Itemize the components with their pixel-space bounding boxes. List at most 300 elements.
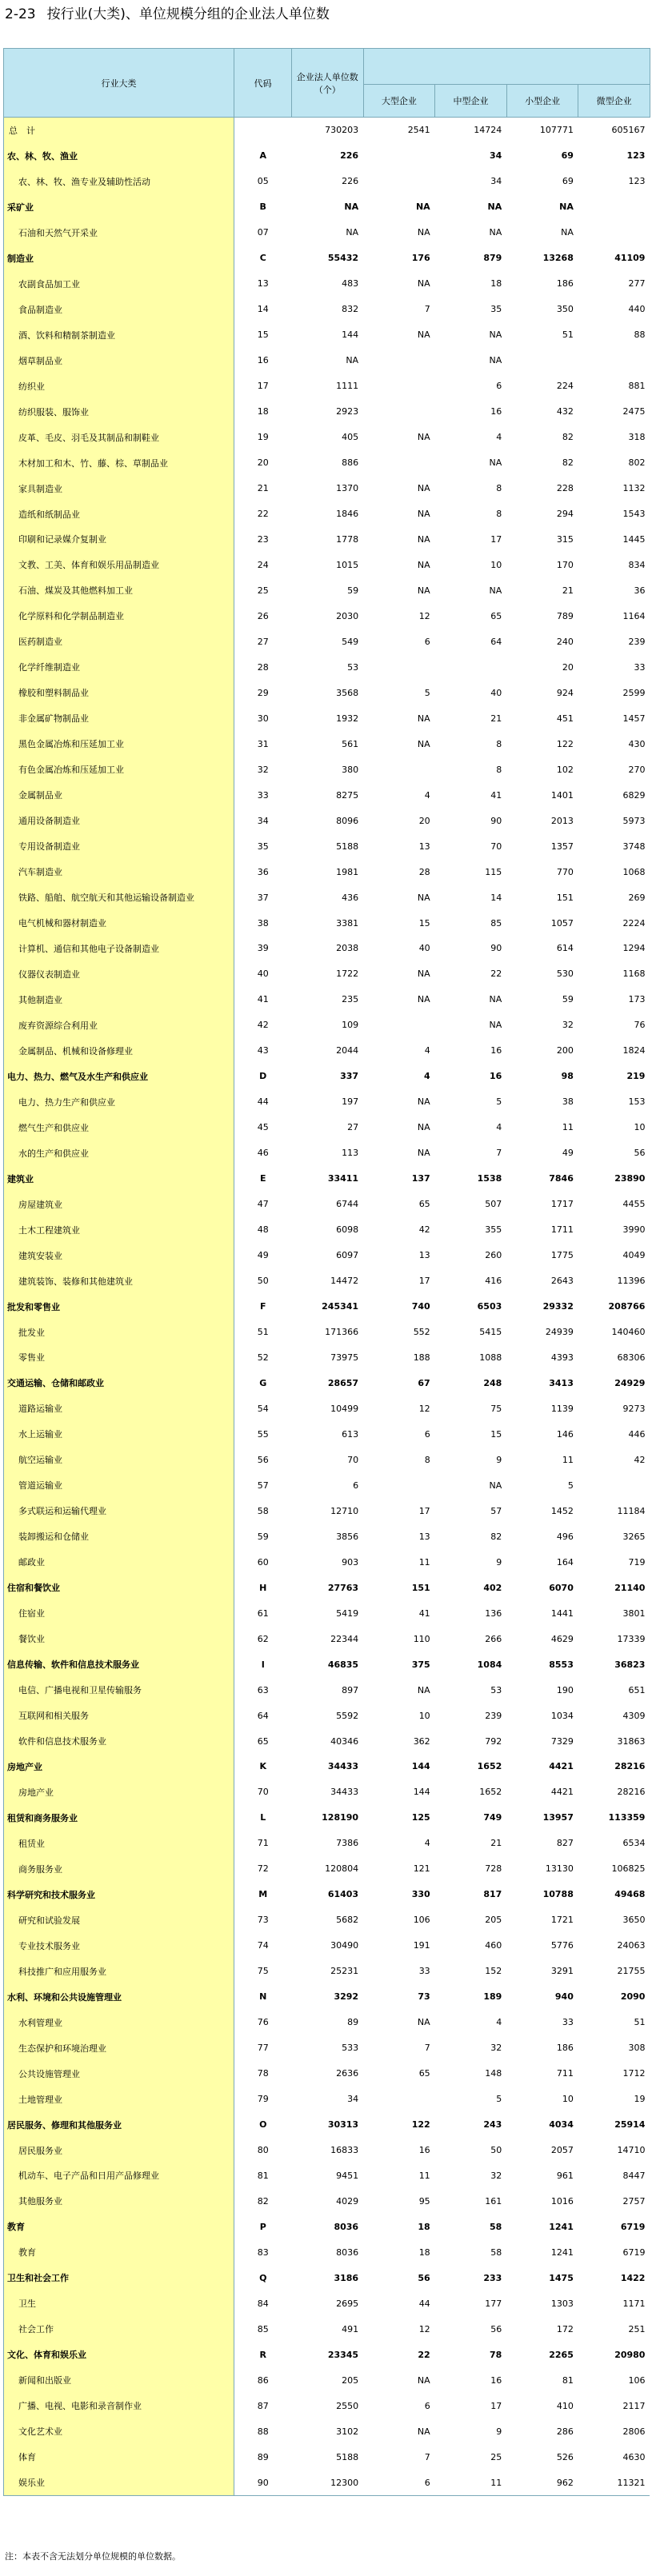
industry-name-cell: 汽车制造业 [4, 859, 234, 885]
micro-value-cell: 3801 [622, 1608, 646, 1619]
total-value-cell: 14472 [330, 1276, 359, 1287]
industry-name-cell: 计算机、通信和其他电子设备制造业 [4, 936, 234, 961]
medium-value-cell: 35 [490, 304, 502, 315]
total-value-cell: 27 [347, 1122, 359, 1133]
table-row [4, 1984, 650, 2010]
industry-name-cell: 教育 [4, 2239, 234, 2265]
large-value-cell: NA [417, 1122, 430, 1133]
micro-value-cell: 11396 [617, 1276, 646, 1287]
industry-code-cell: R [259, 2349, 266, 2360]
table-row [4, 1038, 650, 1064]
total-value-cell: 897 [342, 1684, 359, 1695]
table-row [4, 1626, 650, 1651]
micro-value-cell: 8447 [622, 2170, 646, 2181]
micro-value-cell [578, 220, 650, 246]
large-value-cell [363, 348, 435, 373]
table-row [4, 2393, 650, 2418]
industry-name-cell: 其他制造业 [4, 987, 234, 1012]
total-value-cell: 128190 [322, 1812, 359, 1823]
small-value-cell: 924 [556, 687, 574, 698]
industry-name-cell: 居民服务、修理和其他服务业 [4, 2112, 234, 2138]
medium-value-cell: 161 [485, 2195, 502, 2207]
large-value-cell [363, 399, 435, 425]
industry-name-cell: 医药制造业 [4, 629, 234, 654]
table-row [4, 2290, 650, 2316]
table-row [4, 1600, 650, 1626]
industry-code-cell: 76 [257, 2017, 269, 2028]
large-value-cell: 73 [418, 1991, 430, 2003]
total-value-cell: 46835 [327, 1659, 359, 1670]
small-value-cell: 82 [562, 457, 574, 469]
industry-code-cell: 43 [257, 1045, 269, 1056]
small-value-cell: 59 [562, 994, 574, 1005]
medium-value-cell: 749 [483, 1812, 502, 1823]
total-value-cell: 5188 [336, 2451, 359, 2462]
industry-name-cell: 餐饮业 [4, 1626, 234, 1651]
industry-name-cell: 水上运输业 [4, 1421, 234, 1447]
small-value-cell: 451 [556, 713, 574, 724]
large-value-cell [363, 143, 435, 169]
industry-code-cell: 89 [257, 2451, 269, 2462]
large-value-cell: 11 [418, 2170, 430, 2181]
industry-code-cell: E [259, 1173, 266, 1184]
table-row [4, 603, 650, 629]
total-value-cell: 226 [342, 176, 359, 187]
large-value-cell: NA [417, 892, 430, 903]
industry-name-cell: 建筑安装业 [4, 1243, 234, 1268]
industry-name-cell: 印刷和记录媒介复制业 [4, 527, 234, 553]
table-row [4, 194, 650, 220]
large-value-cell: NA [415, 202, 430, 213]
total-value-cell: 197 [342, 1096, 359, 1108]
table-row [4, 1396, 650, 1421]
large-value-cell: 375 [411, 1659, 430, 1670]
table-row [4, 961, 650, 987]
table-row [4, 1805, 650, 1831]
medium-value-cell: 460 [485, 1940, 502, 1951]
table-row [4, 1728, 650, 1754]
header-total: 企业法人单位数（个） [292, 49, 364, 118]
industry-name-cell: 零售业 [4, 1345, 234, 1371]
micro-value-cell: 1543 [622, 509, 646, 520]
medium-value-cell: 16 [490, 406, 502, 417]
industry-name-cell: 房屋建筑业 [4, 1192, 234, 1217]
medium-value-cell: 64 [490, 636, 502, 647]
table-row [4, 169, 650, 194]
industry-code-cell: 16 [257, 355, 269, 366]
industry-name-cell: 燃气生产和供应业 [4, 1115, 234, 1140]
medium-value-cell: 1084 [477, 1659, 502, 1670]
table-row [4, 1268, 650, 1294]
micro-value-cell: 9273 [622, 1403, 646, 1414]
table-row [4, 1089, 650, 1115]
large-value-cell: 5 [424, 687, 430, 698]
micro-value-cell: 23890 [614, 1173, 646, 1184]
micro-value-cell: 3990 [622, 1224, 646, 1236]
micro-value-cell: 113359 [608, 1812, 646, 1823]
industry-code-cell: 85 [257, 2323, 269, 2334]
small-value-cell: 530 [556, 968, 574, 980]
large-value-cell: 4 [424, 1045, 430, 1056]
table-body [4, 118, 650, 2496]
table-row [4, 552, 650, 577]
total-value-cell: 120804 [325, 1863, 359, 1875]
large-value-cell: 22 [418, 2349, 430, 2360]
large-value-cell: NA [417, 713, 430, 724]
industry-name-cell: 电信、广播电视和卫星传输服务 [4, 1677, 234, 1703]
total-value-cell: 1370 [336, 483, 359, 494]
small-value-cell: 1452 [550, 1505, 574, 1516]
large-value-cell: NA [417, 278, 430, 290]
industry-code-cell: 55 [257, 1428, 269, 1440]
industry-name-cell: 皮革、毛皮、羽毛及其制品和制鞋业 [4, 425, 234, 450]
industry-code-cell: 51 [257, 1327, 269, 1338]
large-value-cell: 151 [411, 1582, 430, 1593]
table-row [4, 1012, 650, 1038]
table-row [4, 1779, 650, 1805]
table-header [4, 49, 650, 118]
micro-value-cell: 2599 [622, 687, 646, 698]
industry-name-cell: 农、林、牧、渔专业及辅助性活动 [4, 169, 234, 194]
total-value-cell: 337 [340, 1071, 359, 1082]
table-row [4, 1243, 650, 1268]
header-size-group [363, 49, 650, 85]
small-value-cell: 1241 [549, 2221, 574, 2232]
large-value-cell: NA [417, 2017, 430, 2028]
micro-value-cell: 440 [628, 304, 646, 315]
large-value-cell: 6 [363, 2470, 435, 2495]
industry-code-cell: 20 [257, 457, 269, 469]
medium-value-cell: 34 [490, 176, 502, 187]
large-value-cell [363, 757, 435, 782]
table-row [4, 425, 650, 450]
table-row [4, 2138, 650, 2163]
industry-code-cell: 07 [257, 227, 269, 238]
micro-value-cell: 1445 [622, 533, 646, 545]
small-value-cell: 770 [556, 866, 574, 877]
micro-value-cell: 6829 [622, 789, 646, 801]
micro-value-cell: 446 [628, 1428, 646, 1440]
medium-value-cell: 85 [490, 917, 502, 929]
large-value-cell: 16 [418, 2145, 430, 2156]
total-value-cell: 3186 [334, 2272, 359, 2283]
small-value-cell: 4393 [550, 1352, 574, 1363]
industry-name-cell: 水利、环境和公共设施管理业 [4, 1984, 234, 2010]
small-value-cell: 1711 [550, 1224, 574, 1236]
industry-name-cell: 商务服务业 [4, 1856, 234, 1882]
total-value-cell: 6744 [336, 1199, 359, 1210]
large-value-cell: NA [417, 329, 430, 341]
medium-value-cell: 260 [485, 1250, 502, 1261]
small-value-cell: 170 [556, 559, 574, 570]
medium-value-cell: 57 [490, 1505, 502, 1516]
medium-value-cell: 16 [489, 1071, 502, 1082]
industry-name-cell: 装卸搬运和仓储业 [4, 1524, 234, 1549]
table-row [4, 629, 650, 654]
medium-value-cell: 16 [490, 2374, 502, 2386]
micro-value-cell: 6719 [620, 2221, 646, 2232]
small-value-cell: 1441 [550, 1608, 574, 1619]
total-value-cell: 30490 [330, 1940, 359, 1951]
table-row [4, 680, 650, 705]
total-value-cell: 903 [342, 1556, 359, 1568]
industry-code-cell: 27 [257, 636, 269, 647]
table-row [4, 1345, 650, 1371]
industry-code-cell: 36 [257, 866, 269, 877]
micro-value-cell: 5973 [622, 815, 646, 826]
industry-code-cell: 72 [257, 1863, 269, 1875]
medium-value-cell: 14 [490, 892, 502, 903]
industry-code-cell: 39 [257, 943, 269, 954]
table-row [4, 2470, 650, 2495]
industry-name-cell: 房地产业 [4, 1779, 234, 1805]
industry-code-cell: 58 [257, 1505, 269, 1516]
industry-code-cell: 88 [257, 2426, 269, 2437]
medium-value-cell: 78 [489, 2349, 502, 2360]
table-row [4, 246, 650, 271]
total-value-cell: 561 [342, 738, 359, 749]
medium-value-cell: 50 [490, 2145, 502, 2156]
industry-name-cell: 电气机械和器材制造业 [4, 910, 234, 936]
small-value-cell: 526 [556, 2451, 574, 2462]
industry-name-cell: 建筑业 [4, 1166, 234, 1192]
micro-value-cell: 834 [628, 559, 646, 570]
industry-code-cell: 19 [257, 432, 269, 443]
micro-value-cell: 6719 [622, 2247, 646, 2258]
industry-code-cell: D [259, 1071, 267, 1082]
medium-value-cell: 152 [485, 1966, 502, 1977]
industry-name-cell: 金属制品、机械和设备修理业 [4, 1038, 234, 1064]
header-medium: 中型企业 [435, 85, 507, 118]
industry-name-cell: 教育 [4, 2214, 234, 2239]
large-value-cell: 106 [413, 1915, 430, 1926]
table-row [4, 1677, 650, 1703]
industry-code-cell: 25 [257, 585, 269, 596]
large-value-cell: 176 [411, 253, 430, 264]
table-row [4, 348, 650, 373]
large-value-cell [363, 1012, 435, 1038]
micro-value-cell: 49468 [614, 1889, 646, 1900]
industry-code-cell: K [259, 1761, 267, 1772]
industry-code-cell: 40 [257, 968, 269, 980]
table-row [4, 1856, 650, 1882]
total-value-cell: 3102 [336, 2426, 359, 2437]
small-value-cell: 410 [556, 2400, 574, 2411]
total-value-cell: 89 [347, 2017, 359, 2028]
large-value-cell: 44 [418, 2298, 430, 2309]
table-row [4, 297, 650, 322]
table-row [4, 2342, 650, 2367]
industry-name-cell: 批发业 [4, 1320, 234, 1345]
total-value-cell: 113 [342, 1148, 359, 1159]
total-value-cell: 3856 [336, 1531, 359, 1542]
large-value-cell: NA [417, 559, 430, 570]
micro-value-cell: 239 [628, 636, 646, 647]
header-small: 小型企业 [506, 85, 578, 118]
small-value-cell: NA [559, 202, 574, 213]
large-value-cell [363, 2087, 435, 2112]
industry-code-cell: 87 [257, 2400, 269, 2411]
industry-code-cell: 24 [257, 559, 269, 570]
table-row [4, 450, 650, 476]
total-value-cell: 1932 [336, 713, 359, 724]
large-value-cell: 28 [418, 866, 430, 877]
total-value-cell: 6 [353, 1480, 359, 1491]
large-value-cell: NA [417, 1684, 430, 1695]
medium-value-cell: 34 [489, 150, 502, 162]
industry-name-cell: 水利管理业 [4, 2010, 234, 2035]
industry-name-cell: 广播、电视、电影和录音制作业 [4, 2393, 234, 2418]
medium-value-cell: NA [489, 457, 502, 469]
table-row [4, 808, 650, 833]
large-value-cell [363, 169, 435, 194]
industry-code-cell: 57 [257, 1480, 269, 1491]
large-value-cell: NA [417, 738, 430, 749]
large-value-cell: 7 [424, 2451, 430, 2462]
micro-value-cell: 123 [628, 176, 646, 187]
small-value-cell: 24939 [545, 1327, 574, 1338]
table-row [4, 1933, 650, 1959]
medium-value-cell: 507 [485, 1199, 502, 1210]
industry-name-cell: 废弃资源综合利用业 [4, 1012, 234, 1038]
medium-value-cell: 248 [483, 1377, 502, 1388]
micro-value-cell: 2224 [622, 917, 646, 929]
total-value-cell: 12300 [292, 2470, 364, 2495]
industry-code-cell: 90 [234, 2470, 292, 2495]
table-row [4, 1754, 650, 1779]
table-row [4, 1651, 650, 1677]
medium-value-cell: 32 [490, 2170, 502, 2181]
industry-name-cell: 电力、热力、燃气及水生产和供应业 [4, 1064, 234, 1089]
small-value-cell: 49 [562, 1148, 574, 1159]
industry-name-cell: 互联网和相关服务 [4, 1703, 234, 1728]
medium-value-cell: 9 [496, 1454, 502, 1465]
industry-code-cell: I [261, 1659, 265, 1670]
micro-value-cell: 269 [628, 892, 646, 903]
industry-code-cell: 17 [257, 381, 269, 392]
small-value-cell: 1475 [549, 2272, 574, 2283]
total-value-cell: 2030 [336, 610, 359, 621]
small-value-cell: 38 [562, 1096, 574, 1108]
medium-value-cell: 21 [490, 1838, 502, 1849]
industry-code-cell: 18 [257, 406, 269, 417]
medium-value-cell: 189 [483, 1991, 502, 2003]
medium-value-cell: 90 [490, 815, 502, 826]
medium-value-cell: 82 [490, 1531, 502, 1542]
large-value-cell: 13 [418, 841, 430, 852]
micro-value-cell: 24063 [617, 1940, 646, 1951]
total-value-cell: 6098 [336, 1224, 359, 1236]
large-value-cell: 17 [418, 1276, 430, 1287]
industry-code-cell: 30 [257, 713, 269, 724]
small-value-cell: 200 [556, 1045, 574, 1056]
micro-value-cell: 308 [628, 2043, 646, 2054]
table-row [4, 1115, 650, 1140]
medium-value-cell: 21 [490, 713, 502, 724]
small-value-cell: 228 [556, 483, 574, 494]
large-value-cell: 144 [411, 1761, 430, 1772]
total-value-cell: 436 [342, 892, 359, 903]
industry-code-cell: N [259, 1991, 267, 2003]
micro-value-cell: 208766 [608, 1301, 646, 1312]
total-value-cell: 6097 [336, 1250, 359, 1261]
industry-code-cell: F [259, 1301, 266, 1312]
industry-name-cell: 农副食品加工业 [4, 271, 234, 297]
small-value-cell: 8553 [549, 1659, 574, 1670]
total-value-cell: 886 [342, 457, 359, 469]
total-value-cell: 7386 [336, 1838, 359, 1849]
small-value-cell: 940 [554, 1991, 574, 2003]
micro-value-cell: 2090 [620, 1991, 646, 2003]
micro-value-cell: 11321 [578, 2470, 650, 2495]
industry-code-cell: P [259, 2221, 266, 2232]
small-value-cell: 98 [561, 1071, 574, 1082]
total-value-cell: 1846 [336, 509, 359, 520]
industry-code-cell: 38 [257, 917, 269, 929]
small-value-cell: 789 [556, 610, 574, 621]
large-value-cell: NA [417, 432, 430, 443]
small-value-cell: 1717 [550, 1199, 574, 1210]
large-value-cell: 4 [424, 1838, 430, 1849]
table-row [4, 1882, 650, 1907]
total-value-cell: 1981 [336, 866, 359, 877]
micro-value-cell: 1164 [622, 610, 646, 621]
micro-value-cell: 2117 [622, 2400, 646, 2411]
table-row [4, 2035, 650, 2061]
small-value-cell: 4421 [549, 1761, 574, 1772]
medium-value-cell: 817 [483, 1889, 502, 1900]
industry-name-cell: 邮政业 [4, 1549, 234, 1575]
total-value-cell: 832 [342, 304, 359, 315]
medium-value-cell [435, 654, 507, 680]
industry-code-cell: 50 [257, 1276, 269, 1287]
total-value-cell: 4029 [336, 2195, 359, 2207]
medium-value-cell: 6503 [477, 1301, 502, 1312]
total-value-cell: 549 [342, 636, 359, 647]
medium-value-cell: NA [489, 329, 502, 341]
small-value-cell: 5776 [550, 1940, 574, 1951]
small-value-cell: 315 [556, 533, 574, 545]
small-value-cell: 432 [556, 406, 574, 417]
total-value-cell: 8036 [336, 2247, 359, 2258]
medium-value-cell: 22 [490, 968, 502, 980]
table-row [4, 2367, 650, 2393]
micro-value-cell: 1171 [622, 2298, 646, 2309]
small-value-cell: 151 [556, 892, 574, 903]
industry-name-cell: 专业技术服务业 [4, 1933, 234, 1959]
micro-value-cell [578, 194, 650, 220]
industry-name-cell: 航空运输业 [4, 1447, 234, 1472]
large-value-cell: 41 [418, 1608, 430, 1619]
micro-value-cell: 17339 [617, 1633, 646, 1644]
industry-code-cell: 48 [257, 1224, 269, 1236]
industry-code-cell: 74 [257, 1940, 269, 1951]
large-value-cell: 6 [424, 1428, 430, 1440]
medium-value-cell: 239 [485, 1710, 502, 1721]
industry-code-cell: 33 [257, 789, 269, 801]
medium-value-cell: 8 [496, 483, 502, 494]
large-value-cell: 11 [418, 1556, 430, 1568]
small-value-cell: 21 [562, 585, 574, 596]
total-value-cell: 3568 [336, 687, 359, 698]
industry-name-cell: 烟草制品业 [4, 348, 234, 373]
table-row [4, 654, 650, 680]
total-value-cell: 235 [342, 994, 359, 1005]
industry-code-cell: 59 [257, 1531, 269, 1542]
table-row [4, 1959, 650, 1984]
table-row [4, 833, 650, 859]
micro-value-cell: 88 [634, 329, 646, 341]
